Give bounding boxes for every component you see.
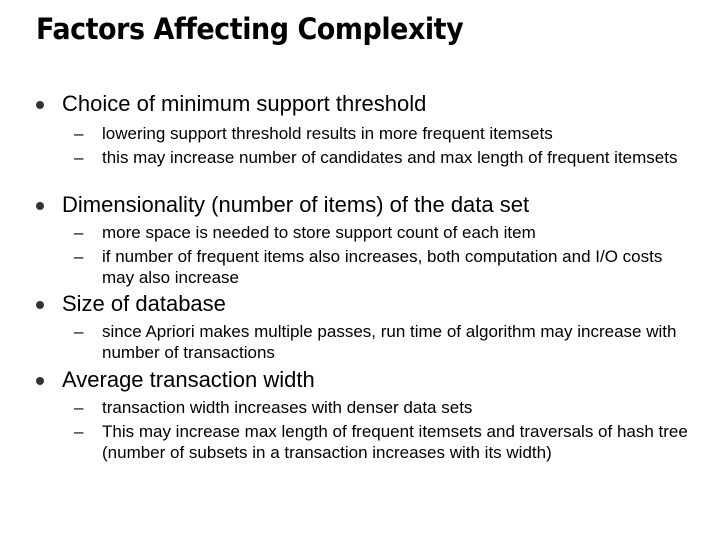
bullet-item [62, 367, 315, 393]
sub-bullet-text: This may increase max length of frequent itemsets and traversals of hash tree (number of subsets in a transaction increases with its width) [102, 422, 688, 462]
bullet-dot-icon [36, 101, 44, 109]
dash-icon: – [74, 322, 84, 341]
bullet-item [62, 91, 426, 117]
bullet-item [62, 291, 226, 317]
sub-bullet-text: lowering support threshold results in more frequent itemsets [102, 124, 553, 143]
dash-icon: – [74, 422, 84, 441]
bullet-item [62, 192, 529, 218]
bullet-text: Size of database [62, 291, 226, 316]
dash-icon: – [74, 124, 84, 143]
dash-icon: – [74, 398, 84, 417]
bullet-text: Dimensionality (number of items) of the data set [62, 192, 530, 217]
bullet-text: Average transaction width [62, 367, 315, 392]
sub-bullet-text: transaction width increases with denser data sets [102, 398, 473, 417]
dash-icon: – [74, 148, 84, 167]
slide-title: Factors Affecting Complexity [36, 12, 464, 46]
bullet-dot-icon [36, 202, 44, 210]
sub-bullet-text: this may increase number of candidates and max length of frequent itemsets [102, 148, 678, 167]
bullet-text: Choice of minimum support threshold [62, 91, 427, 116]
dash-icon: – [74, 247, 84, 266]
bullet-dot-icon [36, 377, 44, 385]
sub-bullet-text: if number of frequent items also increases, both computation and I/O costs may also increase [102, 247, 663, 287]
sub-bullet-text: more space is needed to store support count of each item [102, 223, 536, 242]
dash-icon: – [74, 223, 84, 242]
sub-bullet-text: since Apriori makes multiple passes, run time of algorithm may increase with number of transactions [102, 322, 677, 362]
bullet-dot-icon [36, 301, 44, 309]
